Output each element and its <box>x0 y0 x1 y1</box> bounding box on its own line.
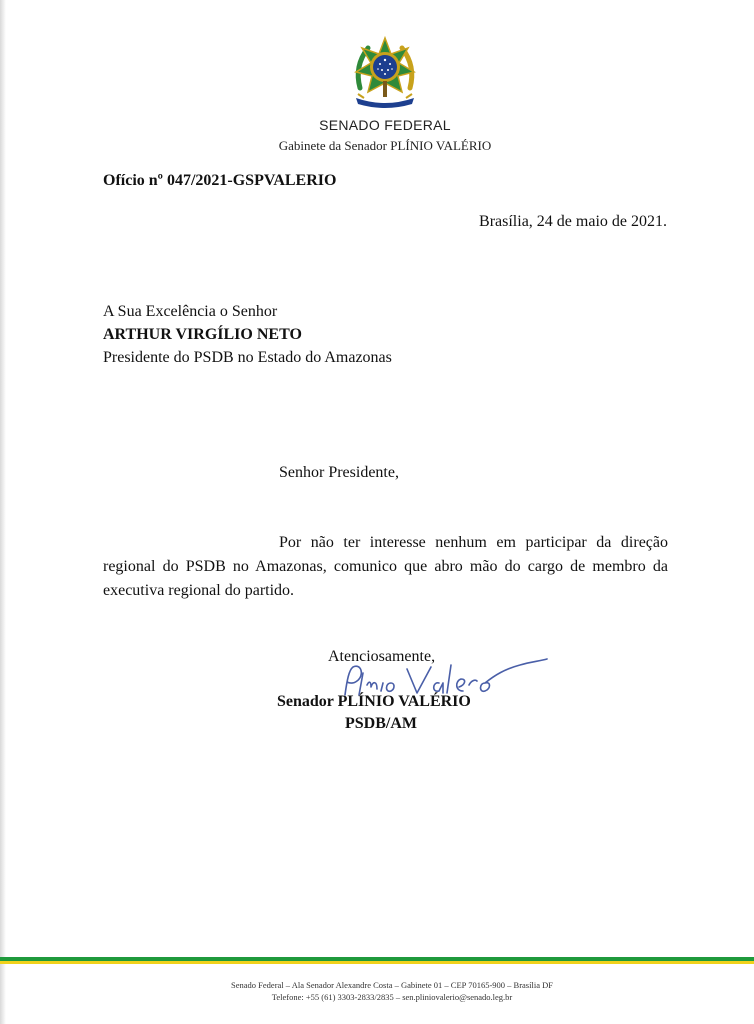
institution-name: SENADO FEDERAL <box>319 117 451 133</box>
letter-body-text: Por não ter interesse nenhum em participar da direção regional do PSDB no Amazonas, comunico que abro mão do cargo de membro da executiva regional do partido. <box>103 534 668 599</box>
place-date: Brasília, 24 de maio de 2021. <box>479 213 667 230</box>
signer-name: Senador PLÍNIO VALÉRIO <box>277 693 471 710</box>
footer-yellow-stripe <box>0 961 754 964</box>
office-name: Gabinete da Senador PLÍNIO VALÉRIO <box>278 138 492 153</box>
recipient-name: ARTHUR VIRGÍLIO NETO <box>103 326 302 343</box>
brazil-coat-of-arms-icon <box>350 36 420 110</box>
recipient-title: Presidente do PSDB no Estado do Amazonas <box>103 349 392 366</box>
letter-reference: Ofício nº 047/2021-GSPVALERIO <box>103 172 337 189</box>
footer-address: Senado Federal – Ala Senador Alexandre Costa – Gabinete 01 – CEP 70165-900 – Brasília DF <box>231 980 553 990</box>
greeting: Senhor Presidente, <box>279 464 399 481</box>
recipient-salutation-line: A Sua Excelência o Senhor <box>103 303 278 320</box>
signer-party: PSDB/AM <box>345 715 417 732</box>
letter-body <box>103 531 668 603</box>
footer-contact: Telefone: +55 (61) 3303-2833/2835 – sen.pliniovalerio@senado.leg.br <box>271 992 513 1002</box>
closing: Atenciosamente, <box>328 648 436 665</box>
